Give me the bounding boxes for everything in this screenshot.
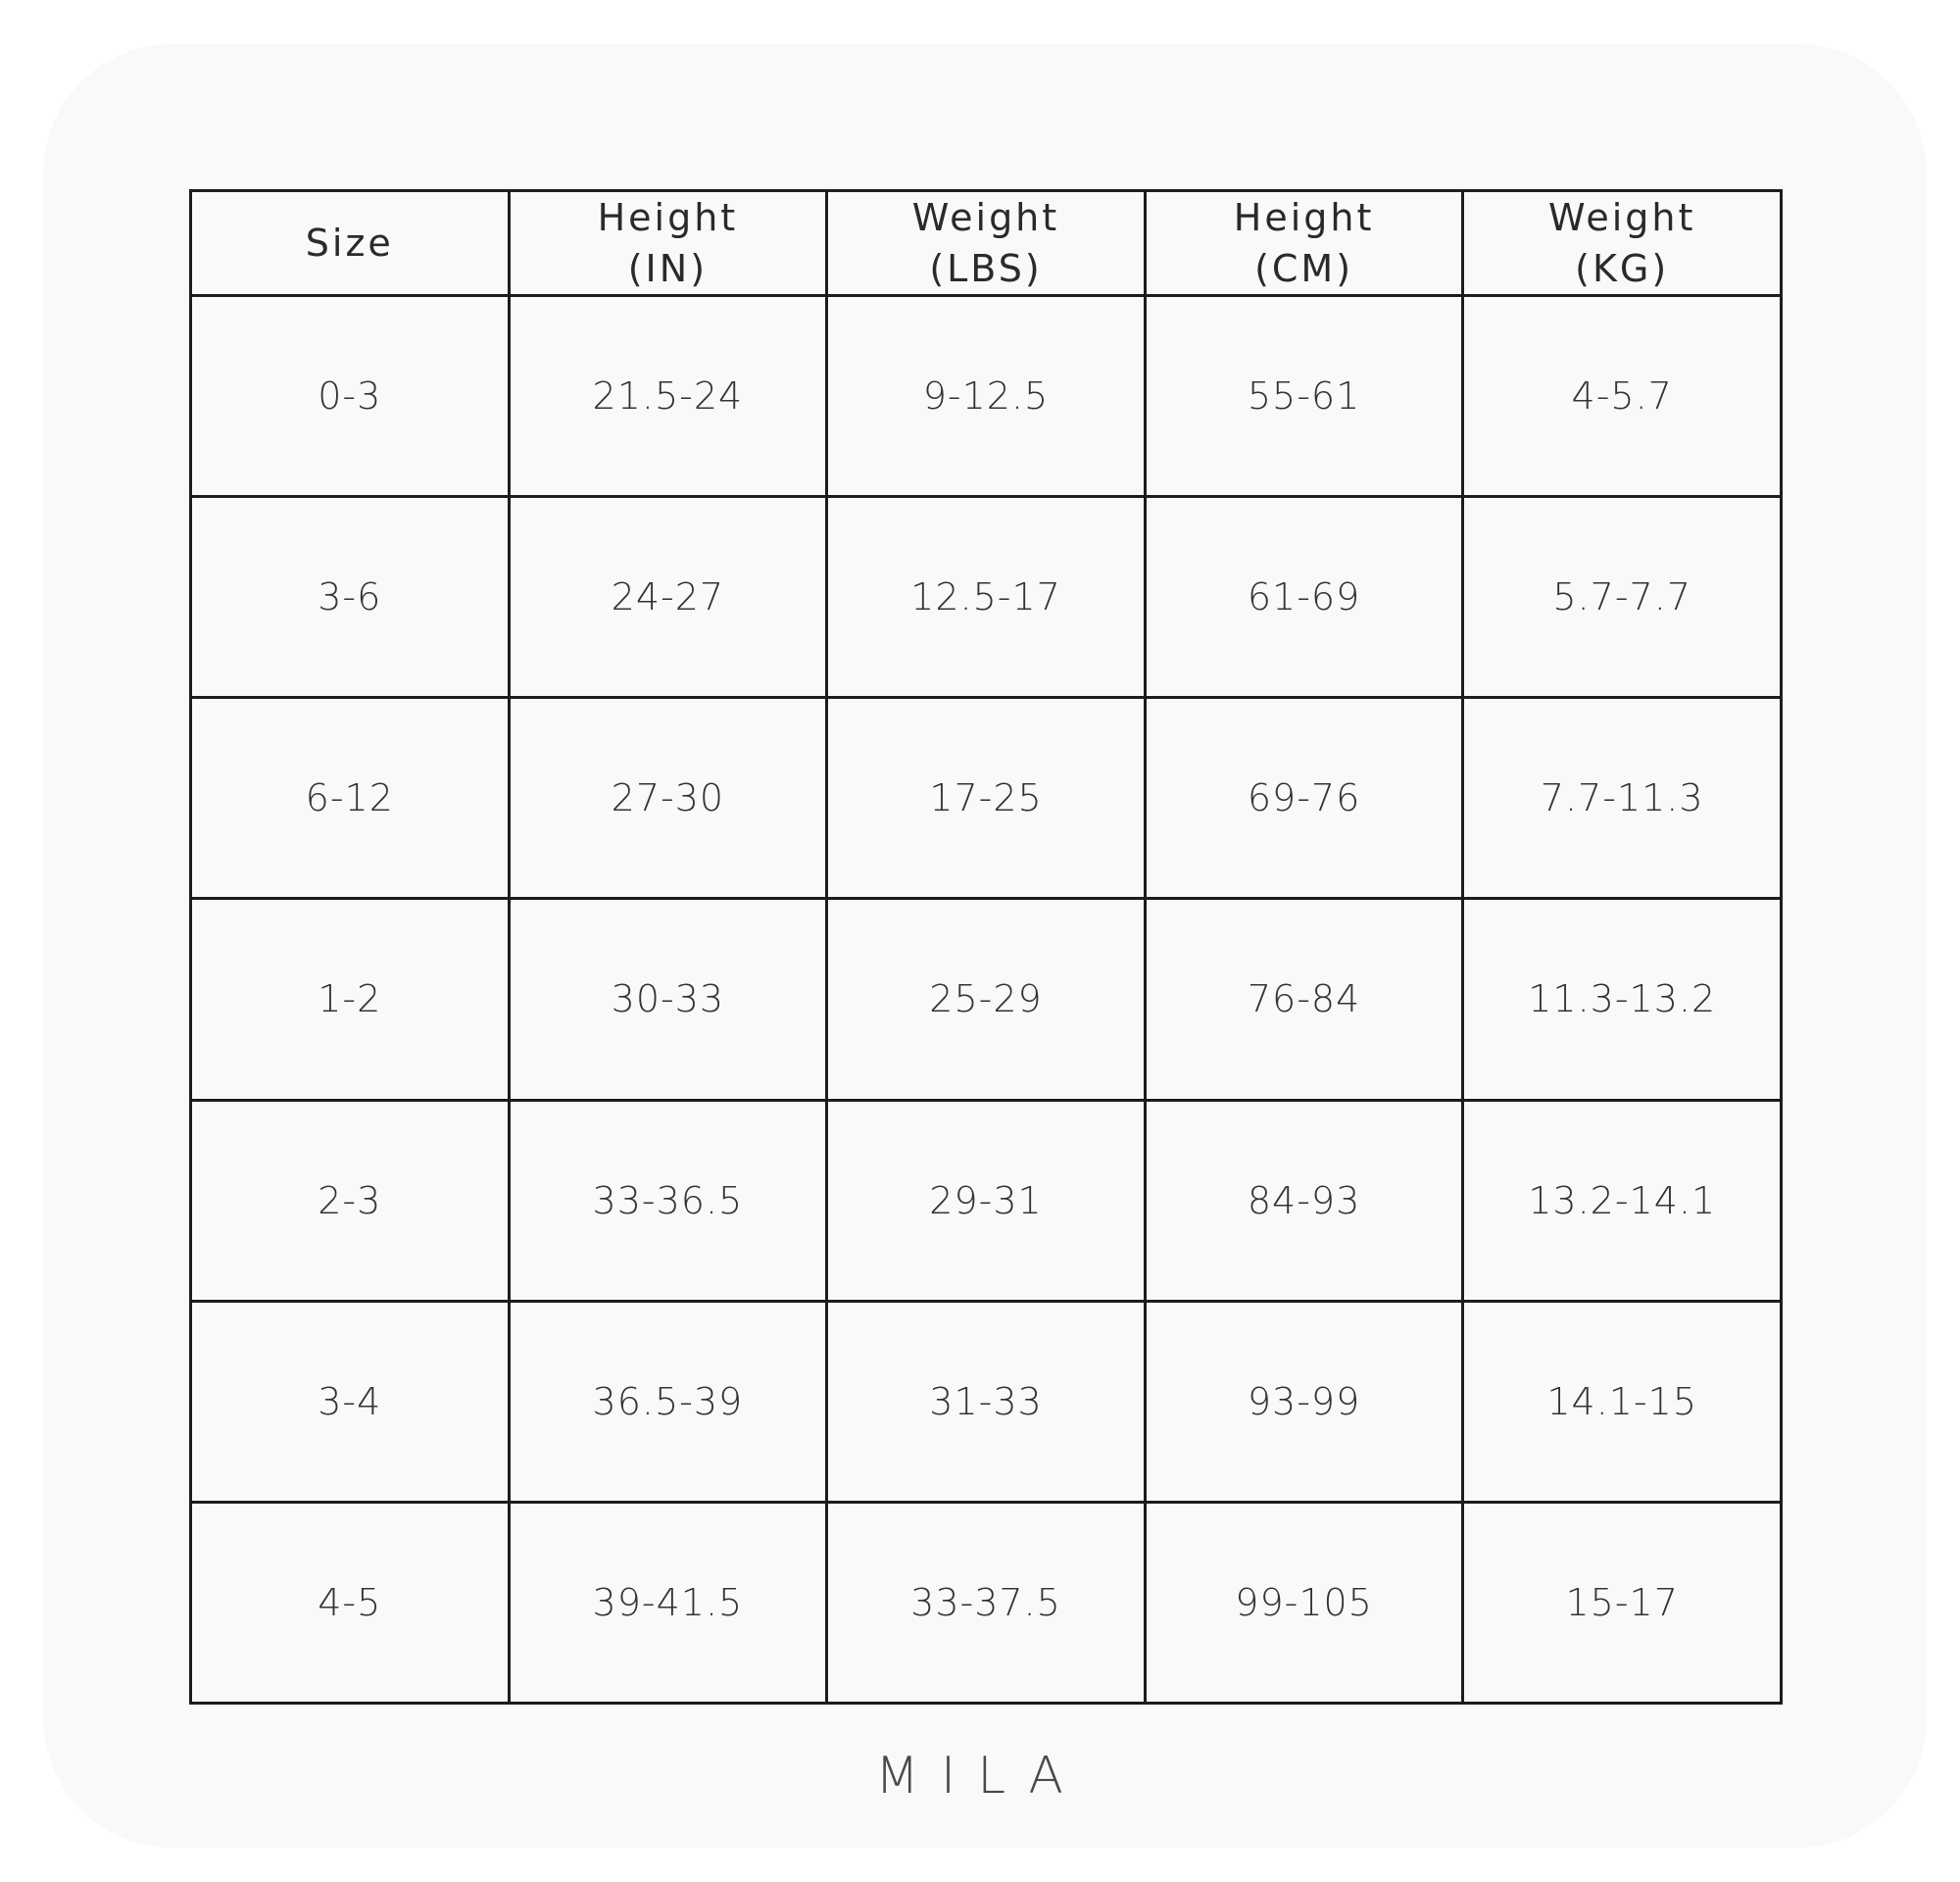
cell-height-cm: 55-61 (1145, 296, 1463, 497)
cell-weight-kg: 5.7-7.7 (1463, 497, 1782, 698)
cell-height-cm: 99-105 (1145, 1502, 1463, 1703)
cell-height-in: 30-33 (509, 899, 827, 1100)
cell-weight-kg: 15-17 (1463, 1502, 1782, 1703)
cell-weight-kg: 7.7-11.3 (1463, 698, 1782, 899)
cell-weight-kg: 13.2-14.1 (1463, 1100, 1782, 1301)
header-size: Size (191, 191, 510, 296)
cell-size: 2-3 (191, 1100, 510, 1301)
cell-weight-kg: 11.3-13.2 (1463, 899, 1782, 1100)
table-row (191, 1100, 1782, 1301)
table-row (191, 1301, 1782, 1502)
cell-weight-lbs: 17-25 (827, 698, 1146, 899)
table-row (191, 698, 1782, 899)
header-weight-lbs: Weight (LBS) (827, 191, 1146, 296)
cell-weight-lbs: 29-31 (827, 1100, 1146, 1301)
cell-weight-lbs: 12.5-17 (827, 497, 1146, 698)
cell-size: 1-2 (191, 899, 510, 1100)
cell-size: 6-12 (191, 698, 510, 899)
header-height-in: Height (IN) (509, 191, 827, 296)
table-row (191, 497, 1782, 698)
size-chart-table (189, 189, 1783, 1705)
cell-size: 0-3 (191, 296, 510, 497)
header-height-cm: Height (CM) (1145, 191, 1463, 296)
cell-height-in: 21.5-24 (509, 296, 827, 497)
cell-weight-kg: 14.1-15 (1463, 1301, 1782, 1502)
cell-weight-lbs: 31-33 (827, 1301, 1146, 1502)
cell-height-cm: 69-76 (1145, 698, 1463, 899)
cell-height-in: 39-41.5 (509, 1502, 827, 1703)
cell-height-in: 24-27 (509, 497, 827, 698)
table-row (191, 1502, 1782, 1703)
cell-weight-kg: 4-5.7 (1463, 296, 1782, 497)
cell-size: 3-4 (191, 1301, 510, 1502)
cell-height-in: 27-30 (509, 698, 827, 899)
table-row (191, 899, 1782, 1100)
cell-size: 4-5 (191, 1502, 510, 1703)
table-header-row (191, 191, 1782, 296)
cell-height-in: 36.5-39 (509, 1301, 827, 1502)
header-weight-kg: Weight (KG) (1463, 191, 1782, 296)
cell-height-cm: 84-93 (1145, 1100, 1463, 1301)
cell-weight-lbs: 25-29 (827, 899, 1146, 1100)
cell-height-cm: 76-84 (1145, 899, 1463, 1100)
brand-wordmark: MILA (875, 1747, 1085, 1806)
cell-height-cm: 61-69 (1145, 497, 1463, 698)
cell-weight-lbs: 33-37.5 (827, 1502, 1146, 1703)
cell-weight-lbs: 9-12.5 (827, 296, 1146, 497)
cell-height-cm: 93-99 (1145, 1301, 1463, 1502)
cell-height-in: 33-36.5 (509, 1100, 827, 1301)
table-row (191, 296, 1782, 497)
cell-size: 3-6 (191, 497, 510, 698)
